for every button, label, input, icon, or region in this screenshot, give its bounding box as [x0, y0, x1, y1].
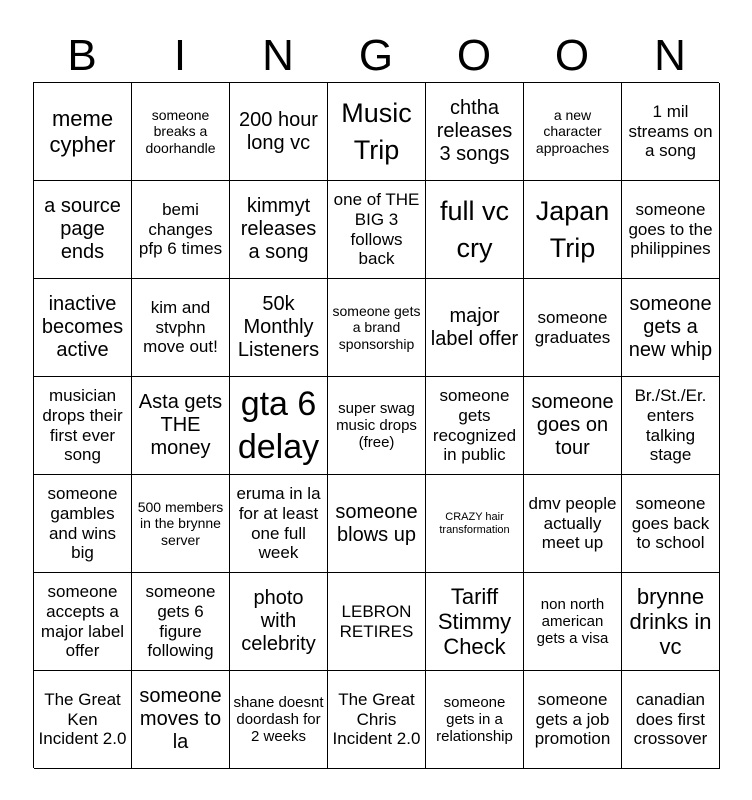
bingo-cell[interactable]: someone gets in a relationship — [426, 671, 524, 769]
bingo-cell[interactable]: photo with celebrity — [230, 573, 328, 671]
bingo-grid — [33, 82, 719, 768]
bingo-cell[interactable]: someone gambles and wins big — [34, 475, 132, 573]
bingo-cell[interactable]: Music Trip — [328, 83, 426, 181]
header-letter: G — [358, 31, 394, 80]
header-letter: N — [654, 31, 686, 80]
bingo-cell[interactable]: inactive becomes active — [34, 279, 132, 377]
header-letter: O — [554, 31, 590, 80]
bingo-cell[interactable]: someone graduates — [524, 279, 622, 377]
bingo-cell[interactable]: super swag music drops (free) — [328, 377, 426, 475]
bingo-cell[interactable]: kim and stvphn move out! — [132, 279, 230, 377]
bingo-cell[interactable]: Asta gets THE money — [132, 377, 230, 475]
bingo-cell[interactable]: Br./St./Er. enters talking stage — [622, 377, 720, 475]
bingo-cell[interactable]: someone gets 6 figure following — [132, 573, 230, 671]
header-letter: N — [262, 31, 294, 80]
bingo-cell[interactable]: someone blows up — [328, 475, 426, 573]
bingo-cell[interactable]: eruma in la for at least one full week — [230, 475, 328, 573]
bingo-cell[interactable]: 50k Monthly Listeners — [230, 279, 328, 377]
bingo-cell[interactable]: The Great Ken Incident 2.0 — [34, 671, 132, 769]
bingo-cell[interactable]: Japan Trip — [524, 181, 622, 279]
bingo-cell[interactable]: one of THE BIG 3 follows back — [328, 181, 426, 279]
bingo-cell[interactable]: someone breaks a doorhandle — [132, 83, 230, 181]
bingo-cell[interactable]: 1 mil streams on a song — [622, 83, 720, 181]
bingo-cell[interactable]: someone gets a job promotion — [524, 671, 622, 769]
bingo-cell[interactable]: Tariff Stimmy Check — [426, 573, 524, 671]
bingo-cell[interactable]: someone moves to la — [132, 671, 230, 769]
bingo-cell[interactable]: The Great Chris Incident 2.0 — [328, 671, 426, 769]
bingo-cell[interactable]: bemi changes pfp 6 times — [132, 181, 230, 279]
bingo-cell[interactable]: a source page ends — [34, 181, 132, 279]
bingo-cell[interactable]: 500 members in the brynne server — [132, 475, 230, 573]
bingo-cell[interactable]: someone accepts a major label offer — [34, 573, 132, 671]
bingo-cell[interactable]: dmv people actually meet up — [524, 475, 622, 573]
bingo-cell[interactable]: meme cypher — [34, 83, 132, 181]
bingo-cell[interactable]: CRAZY hair transformation — [426, 475, 524, 573]
bingo-cell[interactable]: full vc cry — [426, 181, 524, 279]
bingo-cell[interactable]: a new character approaches — [524, 83, 622, 181]
bingo-cell[interactable]: 200 hour long vc — [230, 83, 328, 181]
header-letter: O — [456, 31, 492, 80]
bingo-cell[interactable]: canadian does first crossover — [622, 671, 720, 769]
bingo-cell[interactable]: someone gets a new whip — [622, 279, 720, 377]
bingo-cell[interactable]: LEBRON RETIRES — [328, 573, 426, 671]
bingo-cell[interactable]: major label offer — [426, 279, 524, 377]
bingo-cell[interactable]: someone gets a brand sponsorship — [328, 279, 426, 377]
bingo-cell[interactable]: kimmyt releases a song — [230, 181, 328, 279]
bingo-cell[interactable]: shane doesnt doordash for 2 weeks — [230, 671, 328, 769]
header-letter: B — [67, 31, 97, 80]
bingo-cell[interactable]: chtha releases 3 songs — [426, 83, 524, 181]
header-letter: I — [173, 31, 187, 80]
bingo-cell[interactable]: someone gets recognized in public — [426, 377, 524, 475]
bingo-cell[interactable]: someone goes on tour — [524, 377, 622, 475]
bingo-cell[interactable]: gta 6 delay — [230, 377, 328, 475]
bingo-cell[interactable]: brynne drinks in vc — [622, 573, 720, 671]
bingo-cell[interactable]: musician drops their first ever song — [34, 377, 132, 475]
bingo-header — [33, 30, 719, 82]
bingo-cell[interactable]: someone goes back to school — [622, 475, 720, 573]
bingo-cell[interactable]: someone goes to the philippines — [622, 181, 720, 279]
bingo-cell[interactable]: non north american gets a visa — [524, 573, 622, 671]
